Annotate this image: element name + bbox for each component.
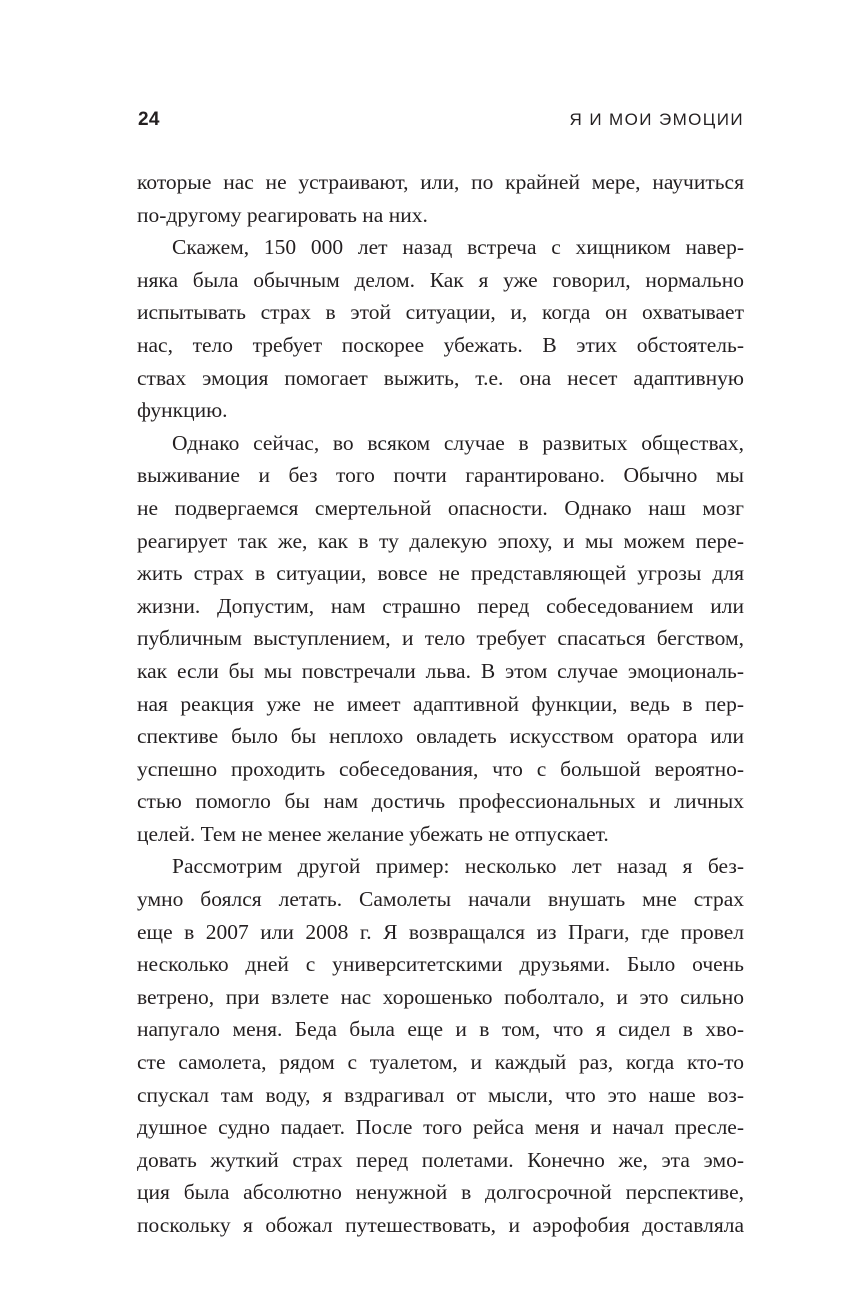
text-line: спективе было бы неплохо овладеть искусством оратора или — [137, 724, 744, 749]
text-line: сте самолета, рядом с туалетом, и каждый раз, когда кто-то — [137, 1050, 744, 1075]
text-line: выживание и без того почти гарантировано. Обычно мы — [137, 463, 744, 488]
text-line: Рассмотрим другой пример: несколько лет назад я без- — [172, 854, 744, 879]
text-line: успешно проходить собеседования, что с большой вероятно- — [137, 756, 744, 781]
text-line: душное судно падает. После того рейса меня и начал пресле- — [137, 1115, 744, 1140]
text-line: спускал там воду, я вздрагивал от мысли, что это наше воз- — [137, 1082, 744, 1107]
text-line: ветрено, при взлете нас хорошенько поболтало, и это сильно — [137, 984, 744, 1009]
text-line: жить страх в ситуации, вовсе не представляющей угрозы для — [137, 561, 744, 586]
text-line: нас, тело требует поскорее убежать. В этих обстоятель- — [137, 332, 744, 357]
text-line: жизни. Допустим, нам страшно перед собеседованием или — [137, 593, 744, 618]
text-line: поскольку я обожал путешествовать, и аэрофобия доставляла — [137, 1213, 744, 1237]
page-number: 24 — [138, 109, 160, 130]
text-line: няка была обычным делом. Как я уже говорил, нормально — [137, 267, 744, 292]
text-line: не подвергаемся смертельной опасности. Однако наш мозг — [137, 495, 744, 520]
text-line: испытывать страх в этой ситуации, и, когда он охватывает — [137, 300, 744, 325]
text-line: функцию. — [137, 398, 228, 423]
text-line: по-другому реагировать на них. — [137, 202, 428, 227]
text-line: умно боялся летать. Самолеты начали внушать мне страх — [137, 887, 744, 912]
text-line: публичным выступлением, и тело требует спасаться бегством, — [137, 626, 744, 651]
text-line: довать жуткий страх перед полетами. Конечно же, эта эмо- — [137, 1147, 744, 1172]
body-text — [137, 166, 744, 1242]
text-line: целей. Тем не менее желание убежать не отпускает. — [137, 821, 609, 846]
text-line: стью помогло бы нам достичь профессиональных и личных — [137, 789, 744, 814]
text-line: Однако сейчас, во всяком случае в развитых обществах, — [172, 430, 744, 455]
text-line: как если бы мы повстречали льва. В этом случае эмоциональ- — [137, 658, 744, 683]
text-line: реагирует так же, как в ту далекую эпоху, и мы можем пере- — [137, 528, 744, 553]
text-line: ствах эмоция помогает выжить, т.е. она несет адаптивную — [137, 365, 744, 390]
text-line: еще в 2007 или 2008 г. Я возвращался из Праги, где провел — [137, 919, 744, 944]
text-line: которые нас не устраивают, или, по крайней мере, научиться — [137, 170, 744, 194]
text-line: напугало меня. Беда была еще и в том, что я сидел в хво- — [137, 1017, 744, 1042]
text-line: ная реакция уже не имеет адаптивной функции, ведь в пер- — [137, 691, 744, 716]
text-line: Скажем, 150 000 лет назад встреча с хищником навер- — [172, 235, 744, 260]
text-line: ция была абсолютно ненужной в долгосрочной перспективе, — [137, 1180, 744, 1205]
text-line: несколько дней с университетскими друзьями. Было очень — [137, 952, 744, 977]
running-head: Я И МОИ ЭМОЦИИ — [569, 110, 744, 129]
